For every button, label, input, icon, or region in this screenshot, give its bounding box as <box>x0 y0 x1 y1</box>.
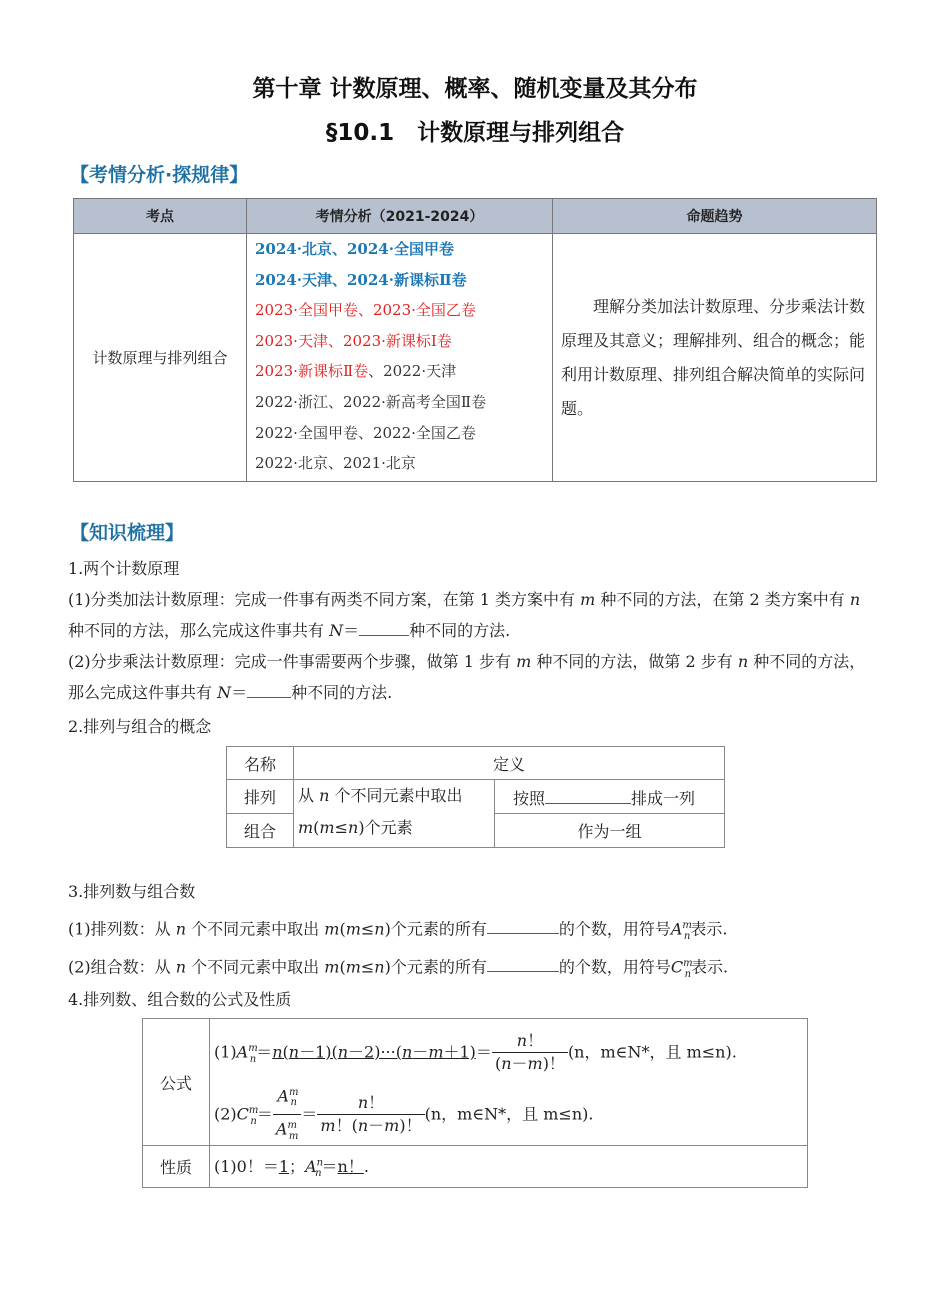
answer: 1 <box>278 1156 290 1176</box>
text: 种不同的方法，那么完成这件事共有 <box>68 652 866 702</box>
text: 个不同元素中取出 <box>186 919 325 939</box>
text: ； <box>289 1156 306 1176</box>
var: m <box>580 590 596 609</box>
exam-line: 2022·浙江、2022·新高考全国Ⅱ卷 <box>255 392 487 411</box>
text: 的个数，用符号 <box>558 957 671 977</box>
header-trend: 命题趋势 <box>553 199 877 234</box>
exam-line: 2022·北京、2021·北京 <box>255 454 416 473</box>
exam-red-part: 2023·新课标Ⅱ卷 <box>255 362 369 381</box>
k2-title: 2.排列与组合的概念 <box>68 717 212 736</box>
var: n <box>737 652 749 671</box>
text: (n，m∈N*，且 m≤n). <box>567 1042 737 1062</box>
concept-table <box>226 746 725 848</box>
exam-line: 2024·天津、2024·新课标Ⅱ卷 <box>255 270 467 289</box>
header-analysis: 考情分析（2021-2024） <box>247 199 553 234</box>
text: 排成一列 <box>631 788 696 808</box>
var: N <box>217 683 232 702</box>
text: (2)组合数：从 <box>68 957 176 977</box>
text: . <box>363 1156 369 1176</box>
analysis-heading: 【考情分析·探规律】 <box>70 164 249 186</box>
exams-cell <box>247 234 553 482</box>
exam-dark-part: 、2022·天津 <box>368 362 457 381</box>
text: (2)分步乘法计数原理：完成一件事需要两个步骤，做第 1 步有 <box>68 652 517 671</box>
k3-para2: (2)组合数：从 n 个不同元素中取出 m(m≤n)个元素的所有 的个数，用符号$C^m_n$表示. <box>68 948 880 990</box>
formula-combination: $(2)C^m_n=$ $\frac{A^m_n}{A^m_m}$ ＝ $\frac{n!}{m!(n-m)!}$ (n，m∈N*，且 m≤n). <box>214 1078 807 1144</box>
exam-line: 2023·全国甲卷、2023·全国乙卷 <box>255 301 476 320</box>
text: 表示. <box>691 957 729 977</box>
k3-para1: (1)排列数：从 n 个不同元素中取出 m(m≤n)个元素的所有 的个数，用符号$A^m_n$表示. <box>68 910 880 952</box>
permutation-definition <box>495 780 725 814</box>
text: 个元素的所有 <box>390 919 487 939</box>
knowledge-heading: 【知识梳理】 <box>70 522 185 544</box>
answer-blank[interactable] <box>487 953 559 972</box>
text: 种不同的方法. <box>291 683 393 702</box>
text: (n，m∈N*，且 m≤n). <box>424 1104 594 1124</box>
section-title: §10.1 计数原理与排列组合 <box>325 120 625 146</box>
text: 的个数，用符号 <box>558 919 671 939</box>
text: ＝ <box>231 683 248 702</box>
answer-blank[interactable] <box>545 785 631 804</box>
text: 种不同的方法，做第 2 步有 <box>531 652 738 671</box>
exam-line: 2022·全国甲卷、2022·全国乙卷 <box>255 423 476 442</box>
answer-blank[interactable] <box>247 679 291 698</box>
formula-cell <box>210 1019 808 1146</box>
text: 种不同的方法. <box>409 621 511 640</box>
text: 个不同元素中取出 <box>329 786 463 805</box>
row-combination-name: 组合 <box>227 814 294 848</box>
formula-table <box>142 1018 808 1188</box>
chapter-title: 第十章 计数原理、概率、随机变量及其分布 <box>252 76 698 102</box>
var: N <box>329 621 344 640</box>
combination-definition: 作为一组 <box>495 814 725 848</box>
topic-cell: 计数原理与排列组合 <box>74 234 247 482</box>
k1-para1 <box>68 584 880 646</box>
k1-para2 <box>68 646 880 708</box>
var: m <box>516 652 532 671</box>
answer-blank[interactable] <box>359 617 409 636</box>
header-definition: 定义 <box>294 747 725 780</box>
text: 从 <box>298 786 320 805</box>
var: n <box>319 786 330 805</box>
exam-line: 2024·北京、2024·全国甲卷 <box>255 240 454 258</box>
text: (1)0！＝ <box>214 1156 279 1176</box>
text: 表示. <box>690 919 728 939</box>
analysis-table <box>73 198 877 482</box>
row-permutation-name: 排列 <box>227 780 294 814</box>
text: ＝ <box>343 621 360 640</box>
text: (1)排列数：从 <box>68 919 176 939</box>
k4-title: 4.排列数、组合数的公式及性质 <box>68 990 292 1009</box>
k3-title: 3.排列数与组合数 <box>68 882 196 901</box>
exam-line <box>255 356 552 387</box>
exam-line: 2023·天津、2023·新课标Ⅰ卷 <box>255 331 452 350</box>
k1-title: 1.两个计数原理 <box>68 559 180 578</box>
answer-blank[interactable] <box>487 915 559 934</box>
text: (1) <box>214 1042 237 1062</box>
text: 种不同的方法，那么完成这件事共有 <box>68 621 330 640</box>
property-cell: (1)0！＝1；$A^n_n=n$！. <box>210 1146 808 1188</box>
text: 种不同的方法，在第 2 类方案中有 <box>595 590 850 609</box>
answer: n！ <box>337 1156 364 1176</box>
text: (2) <box>214 1104 237 1124</box>
trend-cell: 理解分类加法计数原理、分步乘法计数原理及其意义；理解排列、组合的概念；能利用计数原理、排列组合解决简单的实际问题。 <box>553 234 877 482</box>
property-label: 性质 <box>143 1146 210 1188</box>
text: (1)分类加法计数原理：完成一件事有两类不同方案，在第 1 类方案中有 <box>68 590 581 609</box>
header-topic: 考点 <box>74 199 247 234</box>
formula-permutation: $(1)A^m_n=n(n-1)(n-2)\cdot\cdot\cdot(n-m+1)=$ $\frac{n!}{(n-m)!}$ (n，m∈N*，且 m≤n). <box>214 1031 737 1074</box>
text: 个元素 <box>364 818 413 837</box>
text: 按照 <box>513 788 546 808</box>
header-name: 名称 <box>227 747 294 780</box>
formula-label: 公式 <box>143 1019 210 1146</box>
var: n <box>849 590 861 609</box>
text: 个不同元素中取出 <box>186 957 325 977</box>
common-definition: 从 n 个不同元素中取出 m(m≤n)个元素 <box>294 780 495 848</box>
text: 个元素的所有 <box>390 957 487 977</box>
